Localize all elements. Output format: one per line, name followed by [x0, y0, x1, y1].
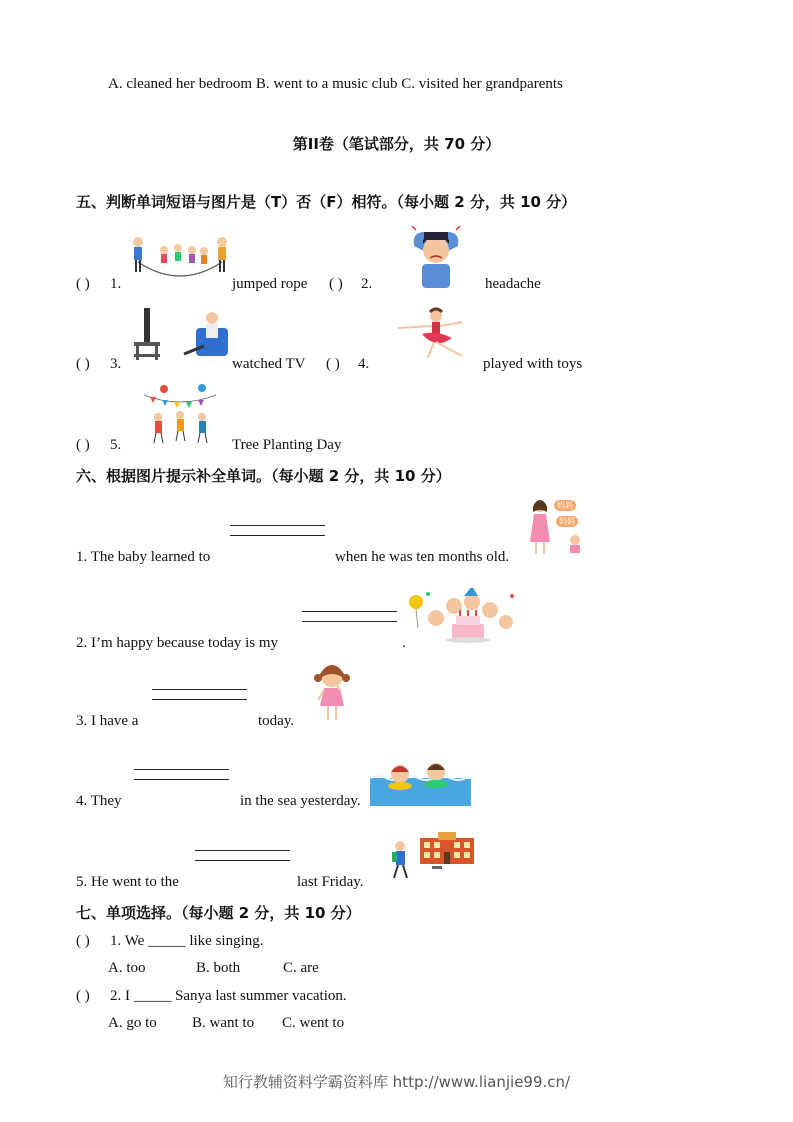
- section-five-heading: 五、判断单词短语与图片是（T）否（F）相符。（每小题 2 分，共 10 分）: [76, 193, 577, 211]
- sentence-end: .: [402, 635, 406, 651]
- blank-line: [134, 779, 229, 780]
- item-phrase: played with toys: [483, 356, 583, 372]
- blank-line: [302, 611, 397, 612]
- blank-line: [152, 699, 247, 700]
- item-number: 3.: [110, 356, 122, 372]
- item-phrase: headache: [485, 276, 541, 292]
- blank-line: [195, 850, 290, 851]
- section-seven-heading: 七、单项选择。（每小题 2 分，共 10 分）: [76, 904, 361, 922]
- blank-line: [134, 769, 229, 770]
- option-c[interactable]: C. are: [283, 960, 319, 976]
- answer-bracket[interactable]: ( ): [76, 276, 90, 292]
- option-c[interactable]: C. went to: [282, 1015, 345, 1031]
- footer-watermark: 知行教辅资料学霸资料库 http://www.lianjie99.cn/: [222, 1073, 571, 1091]
- swimming-kids-icon: [370, 756, 471, 806]
- sentence-end: today.: [258, 713, 295, 729]
- birthday-party-icon: [408, 588, 518, 648]
- blank-line: [302, 621, 397, 622]
- item-phrase: Tree Planting Day: [232, 437, 342, 453]
- paper-two-title: 第II卷（笔试部分，共 70 分）: [292, 135, 501, 153]
- blank-line: [230, 535, 325, 536]
- answer-bracket[interactable]: ( ): [76, 988, 90, 1004]
- answer-bracket[interactable]: ( ): [76, 933, 90, 949]
- watching-tv-icon: [130, 306, 232, 364]
- sentence-start: 4. They: [76, 793, 122, 809]
- item-number: 1.: [110, 276, 122, 292]
- sentence-start: 3. I have a: [76, 713, 139, 729]
- sentence-start: 2. I’m happy because today is my: [76, 635, 279, 651]
- sentence-end: when he was ten months old.: [335, 549, 510, 565]
- question-stem: 1. We _____ like singing.: [110, 933, 264, 949]
- sentence-start: 1. The baby learned to: [76, 549, 211, 565]
- blank-line: [152, 689, 247, 690]
- sentence-start: 5. He went to the: [76, 874, 179, 890]
- mother-baby-talk-icon: [528, 496, 586, 558]
- section-six-heading: 六、根据图片提示补全单词。（每小题 2 分，共 10 分）: [76, 467, 451, 485]
- answer-bracket[interactable]: ( ): [329, 276, 343, 292]
- ballet-dancer-icon: [392, 306, 472, 364]
- jump-rope-kids-icon: [128, 232, 232, 280]
- blank-line: [195, 860, 290, 861]
- item-number: 2.: [361, 276, 373, 292]
- speech-bubble: 妈妈: [554, 500, 576, 511]
- answer-bracket[interactable]: ( ): [326, 356, 340, 372]
- option-b[interactable]: B. both: [196, 960, 241, 976]
- answer-bracket[interactable]: ( ): [76, 356, 90, 372]
- question-stem: 2. I _____ Sanya last summer vacation.: [110, 988, 347, 1004]
- item-number: 5.: [110, 437, 122, 453]
- school-building-icon: [386, 830, 476, 886]
- item-phrase: watched TV: [232, 356, 306, 372]
- previous-question-options: A. cleaned her bedroom B. went to a music club C. visited her grandparents: [108, 76, 563, 92]
- option-b[interactable]: B. want to: [192, 1015, 255, 1031]
- party-kids-icon: [140, 383, 220, 445]
- blank-line: [230, 525, 325, 526]
- item-phrase: jumped rope: [232, 276, 308, 292]
- sentence-end: in the sea yesterday.: [240, 793, 361, 809]
- girl-cold-icon: [310, 660, 354, 726]
- option-a[interactable]: A. go to: [108, 1015, 157, 1031]
- speech-bubble: 妈妈: [556, 516, 578, 527]
- sentence-end: last Friday.: [297, 874, 364, 890]
- headache-man-icon: [408, 224, 464, 290]
- answer-bracket[interactable]: ( ): [76, 437, 90, 453]
- item-number: 4.: [358, 356, 370, 372]
- option-a[interactable]: A. too: [108, 960, 146, 976]
